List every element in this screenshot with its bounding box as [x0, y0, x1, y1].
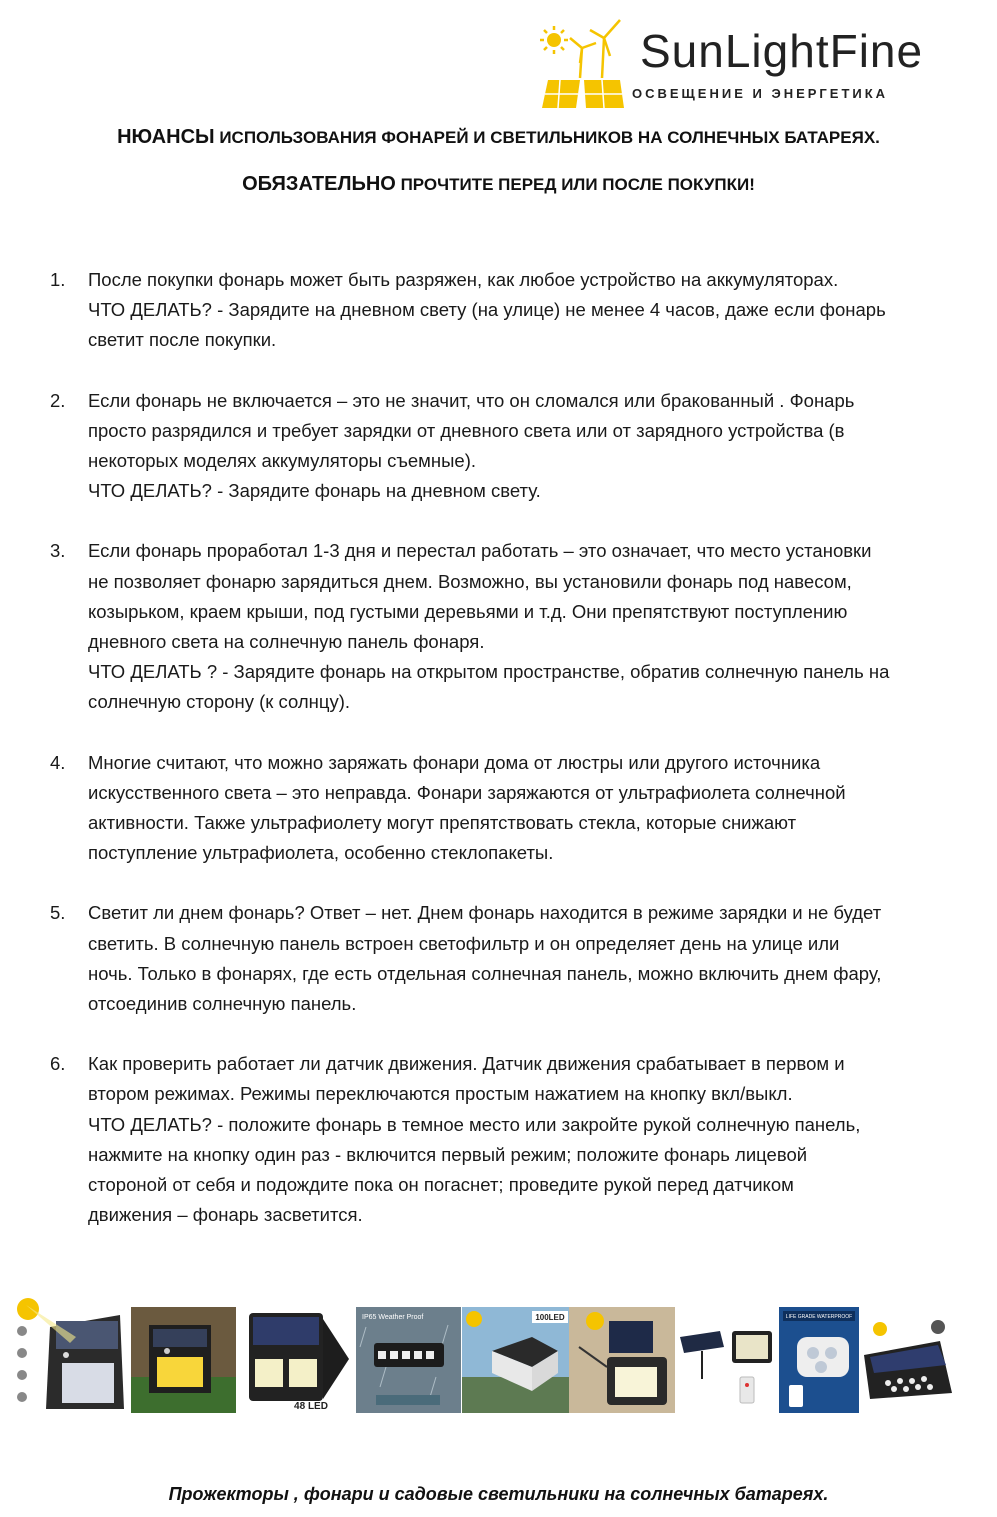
gallery-label-waterproof: LIFE GRADE WATERPROOF [785, 1314, 853, 1320]
brand-name: SunLightFine [640, 25, 924, 77]
tip-text-line: искусственного света – это неправда. Фонари заряжаются от ультрафиолета солнечной [88, 781, 846, 803]
tip-text-line: некоторых моделях аккумуляторы съемные). [88, 450, 477, 472]
tip-text-line: После покупки фонарь может быть разряжен, как любое устройство на аккумуляторах. [88, 269, 839, 290]
tip-number: 4. [50, 751, 66, 773]
page-subtitle [0, 173, 997, 196]
gallery-label-weatherproof: IP65 Weather Proof [362, 1314, 424, 1321]
tip-item [48, 386, 993, 507]
tip-text-line: втором режимах. Режимы переключаются простым нажатием на кнопку вкл/выкл. [88, 1083, 793, 1105]
product-image-lamp-icons [16, 1297, 126, 1413]
tip-text-line: светит после покупки. [88, 329, 277, 351]
product-image-100led [462, 1307, 570, 1413]
product-image-wall-lamp-sun [860, 1315, 956, 1411]
tip-item [48, 748, 993, 869]
tip-text-line: стороной от себя и подождите пока он погаснет; проведите рукой перед датчиком [88, 1174, 794, 1196]
page-subtitle-rest: ПРОЧТИТЕ ПЕРЕД ИЛИ ПОСЛЕ ПОКУПКИ! [395, 175, 755, 194]
tip-text-line: Светит ли днем фонарь? Ответ – нет. Днем фонарь находится в режиме зарядки и не будет [88, 902, 882, 924]
tip-text-line: просто разрядился и требует зарядки от дневного света или от зарядного устройства (в [88, 419, 845, 441]
tip-number: 2. [50, 389, 66, 411]
brand-tagline: ОСВЕЩЕНИЕ И ЭНЕРГЕТИКА [632, 86, 889, 101]
gallery-label-48led: 48 LED [294, 1401, 328, 1412]
tip-text-line: ЧТО ДЕЛАТЬ? - положите фонарь в темное место или закройте рукой солнечную панель, [88, 1113, 861, 1135]
tip-text-line: не позволяет фонарю зарядиться днем. Возможно, вы установили фонарь под навесом, [88, 570, 852, 592]
tip-text-line: поступление ультрафиолета, особенно стеклопакеты. [88, 842, 554, 864]
sun-windmill-solar-logo-icon [540, 18, 630, 110]
product-image-lamp-side [321, 1319, 351, 1399]
page-title-strong: НЮАНСЫ [117, 126, 215, 148]
page-title [0, 126, 997, 149]
tip-text-line: козырьком, краем крыши, под густыми деревьями и т.д. Они препятствуют поступлению [88, 600, 848, 622]
gallery-label-100led: 100LED [535, 1313, 565, 1322]
tip-number: 6. [50, 1053, 66, 1075]
tip-text-line: дневного света на солнечную панель фонаря. [88, 631, 485, 653]
tip-text-line: отсоединив солнечную панель. [88, 993, 357, 1015]
tip-number: 3. [50, 540, 66, 562]
tip-text-line: светить. В солнечную панель встроен светофильтр и он определяет день на улице или [88, 932, 840, 954]
tips-list [48, 265, 993, 1260]
product-image-camera-lamp [779, 1307, 859, 1413]
tip-item [48, 898, 993, 1019]
tip-item [48, 1049, 993, 1230]
tip-text-line: ЧТО ДЕЛАТЬ? - Зарядите на дневном свету (на улице) не менее 4 часов, даже если фонарь [88, 299, 886, 321]
page-title-rest: ИСПОЛЬЗОВАНИЯ ФОНАРЕЙ И СВЕТИЛЬНИКОВ НА СОЛНЕЧНЫХ БАТАРЕЯХ. [214, 128, 880, 147]
product-image-separate-panel [569, 1307, 675, 1413]
tip-text-line: солнечную сторону (к солнцу). [88, 691, 351, 713]
tip-text-line: Как проверить работает ли датчик движения. Датчик движения срабатывает в первом и [88, 1053, 845, 1075]
tip-item [48, 536, 993, 717]
tip-text-line: Если фонарь проработал 1-3 дня и перестал работать – это означает, что место установки [88, 540, 872, 562]
product-image-floodlight-remote [676, 1317, 776, 1409]
product-gallery [16, 1297, 956, 1415]
tip-text-line: нажмите на кнопку один раз - включится первый режим; положите фонарь лицевой [88, 1143, 808, 1165]
product-image-weatherproof [356, 1307, 461, 1413]
brand-logo [540, 18, 960, 113]
tip-item [48, 265, 993, 356]
tip-text-line: Многие считают, что можно заряжать фонари дома от люстры или другого источника [88, 751, 821, 773]
tip-text-line: Если фонарь не включается – это не значит, что он сломался или бракованный . Фонарь [88, 389, 855, 411]
tip-text-line: активности. Также ультрафиолету могут препятствовать стекла, которые снижают [88, 812, 797, 834]
tip-number: 1. [50, 269, 66, 290]
tip-text-line: ЧТО ДЕЛАТЬ ? - Зарядите фонарь на открытом пространстве, обратив солнечную панель на [88, 661, 890, 683]
tip-text-line: движения – фонарь засветится. [88, 1204, 363, 1226]
product-image-lamp-outdoor [131, 1307, 236, 1413]
tip-number: 5. [50, 902, 66, 924]
tip-text-line: ночь. Только в фонарях, где есть отдельная солнечная панель, можно включить днем фару, [88, 962, 882, 984]
page-subtitle-strong: ОБЯЗАТЕЛЬНО [242, 173, 396, 195]
tip-text-line: ЧТО ДЕЛАТЬ? - Зарядите фонарь на дневном свету. [88, 480, 541, 502]
footer-caption: Прожекторы , фонари и садовые светильники на солнечных батареях. [168, 1484, 829, 1504]
